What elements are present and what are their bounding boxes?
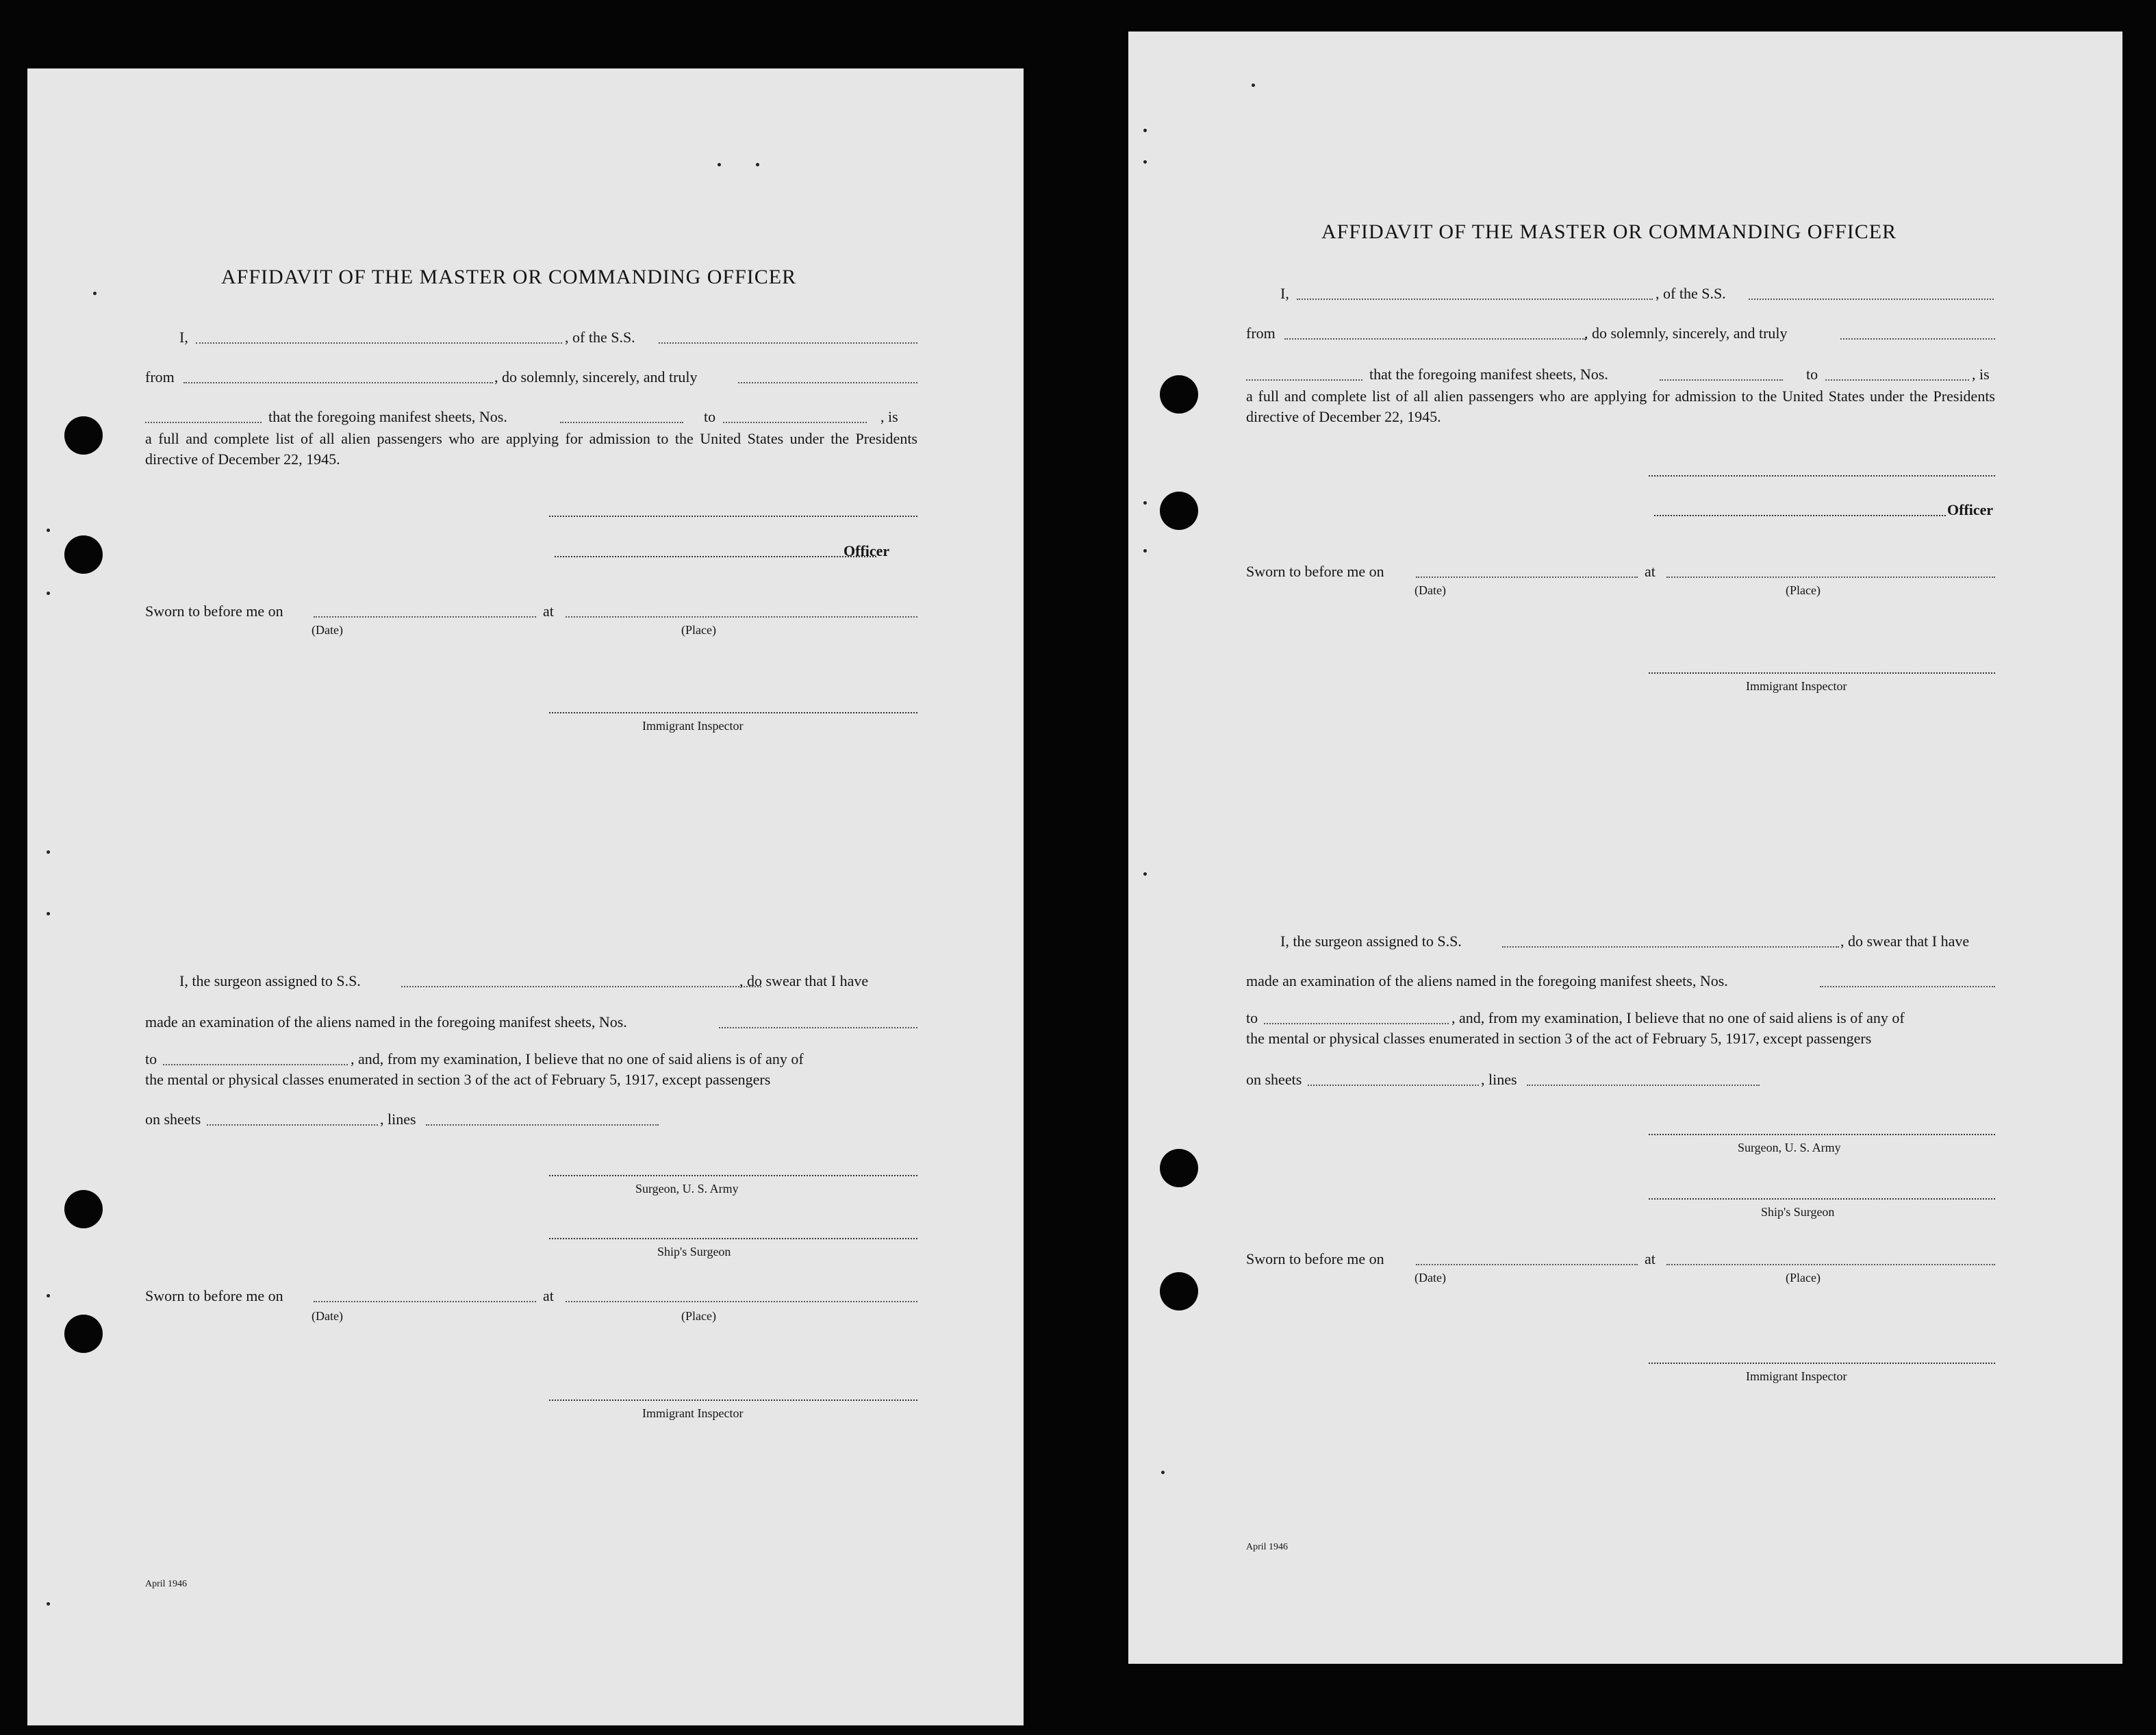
label-officer: Officer [844,542,890,559]
label-date-2: (Date) [312,1309,343,1323]
label-exam-belief: , and, from my examination, I believe that no one of said aliens is of any of [351,1050,804,1067]
label-immigrant-inspector: Immigrant Inspector [1746,679,1847,693]
punch-hole [64,416,103,455]
form-page-left [27,68,1024,1725]
departure-port-field[interactable] [183,382,493,383]
officer-signature-line[interactable] [1654,515,1946,516]
ink-speck [47,1294,50,1297]
signature-line[interactable] [1649,475,1995,477]
label-manifest-sheets: that the foregoing manifest sheets, Nos. [1369,366,1608,383]
label-ships-surgeon: Ship's Surgeon [1761,1205,1835,1219]
label-place-2: (Place) [681,1309,716,1323]
sworn-place-field-2[interactable] [1666,1264,1995,1265]
signature-line[interactable] [549,516,917,517]
label-swear: , do swear that I have [739,972,869,989]
ink-speck [756,163,759,166]
ink-speck [47,850,50,854]
exception-sheets-field[interactable] [1308,1085,1479,1086]
punch-hole [64,1315,103,1353]
form-title: AFFIDAVIT OF THE MASTER OR COMMANDING OFFICER [1321,220,1897,243]
ink-speck [93,292,97,295]
label-date-2: (Date) [1415,1271,1446,1284]
date-footer: April 1946 [145,1579,188,1589]
label-i: I, [179,329,188,346]
ships-surgeon-signature-line[interactable] [1649,1198,1995,1200]
exception-lines-field[interactable] [1527,1085,1760,1086]
label-sworn: Sworn to before me on [1246,563,1384,580]
examination-sheets-field[interactable] [719,1027,917,1028]
oath-verb-field[interactable] [1840,338,1995,340]
examination-sheets-field[interactable] [1820,986,1995,987]
ink-speck [1161,1471,1165,1474]
oath-continuation-field[interactable] [145,422,262,423]
ink-speck [47,912,50,915]
inspector-signature-line-2[interactable] [1649,1363,1995,1364]
oath-continuation-field[interactable] [1246,379,1362,381]
surgeon-ship-field[interactable] [1502,946,1839,948]
officer-signature-line[interactable] [555,556,876,557]
surgeon-army-signature-line[interactable] [1649,1134,1995,1135]
mental-physical-text: the mental or physical classes enumerated in section 3 of the act of February 5, 1917, except passengers [1246,1030,1872,1047]
label-to: to [1806,366,1818,383]
label-place-2: (Place) [1786,1271,1821,1284]
label-immigrant-inspector-2: Immigrant Inspector [642,1406,744,1420]
label-place: (Place) [681,623,716,637]
label-swear: , do swear that I have [1840,933,1970,950]
form-title: AFFIDAVIT OF THE MASTER OR COMMANDING OFFICER [221,266,797,288]
label-place: (Place) [1786,583,1821,597]
label-examination: made an examination of the aliens named in the foregoing manifest sheets, Nos. [145,1013,627,1030]
ink-speck [47,1602,50,1606]
label-at: at [1645,563,1656,580]
master-name-field[interactable] [196,342,562,344]
ink-speck [1143,501,1147,505]
punch-hole [1160,1272,1198,1310]
label-lines: , lines [380,1111,416,1128]
ink-speck [1252,84,1255,87]
ink-speck [47,529,50,532]
punch-hole [1160,1149,1198,1187]
label-surgeon-to: to [1246,1009,1258,1026]
ink-speck [718,163,721,166]
label-solemnly: , do solemnly, sincerely, and truly [1584,325,1788,342]
label-on-sheets: on sheets [1246,1071,1302,1088]
sworn-place-field[interactable] [566,616,917,618]
label-sworn-2: Sworn to before me on [1246,1250,1384,1267]
label-date: (Date) [312,623,343,637]
sheets-from-field[interactable] [1660,379,1783,381]
ink-speck [1143,549,1147,553]
sheets-from-field[interactable] [560,422,683,423]
label-surgeon-army: Surgeon, U. S. Army [635,1182,739,1195]
exception-lines-field[interactable] [426,1124,659,1126]
sworn-date-field[interactable] [1416,577,1638,578]
examination-to-field[interactable] [163,1064,348,1065]
ink-speck [1143,129,1147,132]
label-date: (Date) [1415,583,1446,597]
sworn-date-field-2[interactable] [314,1301,536,1302]
oath-verb-field[interactable] [738,382,917,383]
inspector-signature-line[interactable] [1649,672,1995,674]
label-of-ss: , of the S.S. [565,329,635,346]
inspector-signature-line-2[interactable] [549,1400,917,1401]
ship-name-field[interactable] [1749,299,1994,300]
master-name-field[interactable] [1297,299,1653,300]
date-footer: April 1946 [1246,1542,1289,1552]
sheets-to-field[interactable] [1825,379,1969,381]
label-immigrant-inspector: Immigrant Inspector [642,719,744,733]
departure-port-field[interactable] [1284,338,1586,340]
label-manifest-sheets: that the foregoing manifest sheets, Nos. [268,408,507,425]
statement-paragraph: a full and complete list of all alien passengers who are applying for admission to the United States under the Presidents directive of December 22, 1945. [145,430,917,468]
label-from: from [145,368,175,385]
label-surgeon-army: Surgeon, U. S. Army [1738,1141,1841,1154]
mental-physical-text: the mental or physical classes enumerated in section 3 of the act of February 5, 1917, except passengers [145,1071,771,1088]
label-surgeon-to: to [145,1050,157,1067]
label-from: from [1246,325,1276,342]
sworn-place-field-2[interactable] [566,1301,917,1302]
label-surgeon-intro: I, the surgeon assigned to S.S. [179,972,361,989]
label-officer: Officer [1947,501,1994,518]
sworn-place-field[interactable] [1666,577,1995,578]
label-exam-belief: , and, from my examination, I believe that no one of said aliens is of any of [1451,1009,1905,1026]
label-immigrant-inspector-2: Immigrant Inspector [1746,1369,1847,1383]
label-lines: , lines [1481,1071,1517,1088]
label-is: , is [880,408,898,425]
sworn-date-field-2[interactable] [1416,1264,1638,1265]
punch-hole [64,535,103,574]
ink-speck [1143,160,1147,164]
label-to: to [704,408,716,425]
punch-hole [64,1190,103,1228]
label-examination: made an examination of the aliens named in the foregoing manifest sheets, Nos. [1246,972,1728,989]
label-of-ss: , of the S.S. [1656,285,1726,302]
label-is: , is [1972,366,1990,383]
examination-to-field[interactable] [1264,1023,1449,1024]
label-at-2: at [1645,1250,1656,1267]
label-at-2: at [543,1287,554,1304]
label-on-sheets: on sheets [145,1111,201,1128]
ink-speck [1143,872,1147,876]
label-i: I, [1280,285,1289,302]
form-page-right [1128,31,2122,1664]
statement-paragraph: a full and complete list of all alien passengers who are applying for admission to the United States under the Presidents directive of December 22, 1945. [1246,388,1995,425]
label-ships-surgeon: Ship's Surgeon [657,1245,731,1258]
sheets-to-field[interactable] [723,422,867,423]
label-solemnly: , do solemnly, sincerely, and truly [494,368,698,385]
punch-hole [1160,375,1198,414]
label-surgeon-intro: I, the surgeon assigned to S.S. [1280,933,1462,950]
inspector-signature-line[interactable] [549,712,917,713]
surgeon-army-signature-line[interactable] [549,1175,917,1176]
exception-sheets-field[interactable] [207,1124,378,1126]
sworn-date-field[interactable] [314,616,536,618]
punch-hole [1160,492,1198,530]
label-sworn: Sworn to before me on [145,603,283,620]
ships-surgeon-signature-line[interactable] [549,1238,917,1239]
surgeon-ship-field[interactable] [401,986,761,987]
ink-speck [47,592,50,595]
ship-name-field[interactable] [659,342,917,344]
label-sworn-2: Sworn to before me on [145,1287,283,1304]
label-at: at [543,603,554,620]
